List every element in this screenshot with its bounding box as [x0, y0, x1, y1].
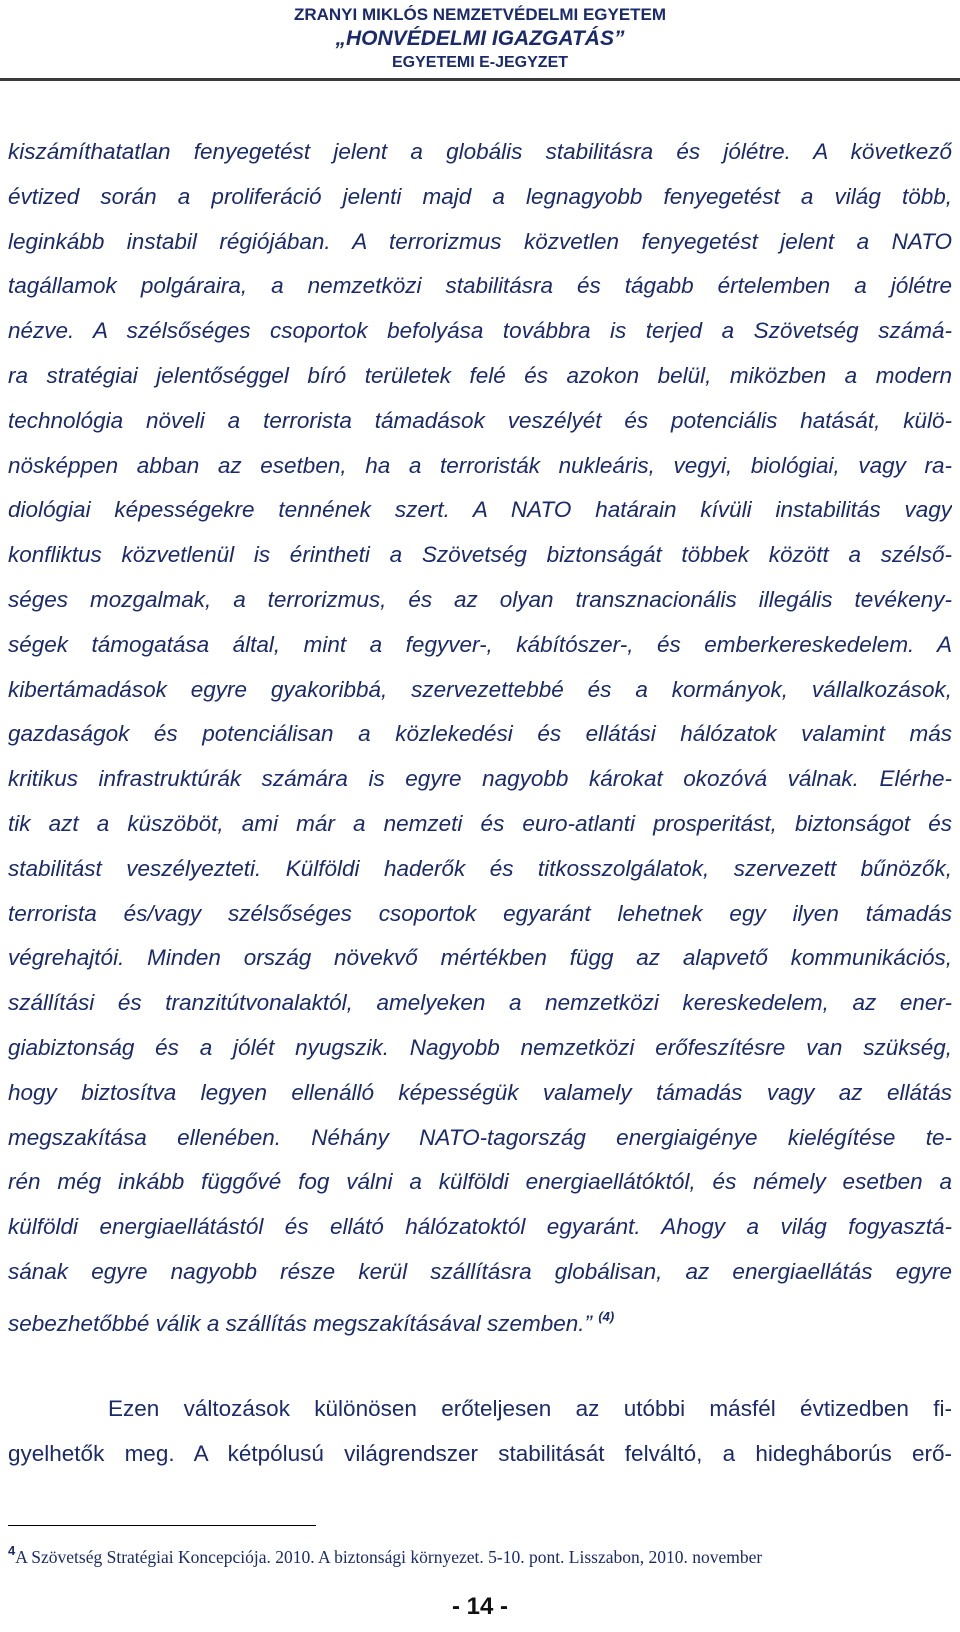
paragraph-line-text: kiszámíthatatlan fenyegetést jelent a globális stabilitásra és jólétre. A következő: [8, 139, 952, 164]
paragraph-line-text: gazdaságok és potenciálisan a közlekedési és ellátási hálózatok valamint más: [8, 721, 952, 747]
paragraph-line-text: nösképpen abban az esetben, ha a terroristák nukleáris, vegyi, biológiai, vagy ra-: [8, 452, 952, 478]
header-doc-type: EGYETEMI E-JEGYZET: [391, 54, 569, 71]
paragraph-line-text: tik azt a küszöböt, ami már a nemzeti és euro-atlanti prosperitást, biztonságot és: [8, 810, 952, 836]
paragraph-line-text: rén még inkább függővé fog válni a külföldi energiaellátóktól, és némely esetben a: [8, 1169, 952, 1195]
quoted-paragraph: [8, 130, 952, 1340]
paragraph-line: [8, 981, 952, 1026]
paragraph-line-text: ra stratégiai jelentőséggel bíró területek felé és azokon belül, miközben a modern: [8, 362, 952, 388]
paragraph-line: [8, 847, 952, 892]
paragraph-line-text: kritikus infrastruktúrák számára is egyre nagyobb károkat okozóvá válnak. Elérhe-: [8, 766, 952, 792]
paragraph-line: [8, 220, 952, 265]
paragraph-line-text: évtized során a proliferáció jelenti majd a legnagyobb fenyegetést a világ több,: [8, 183, 952, 209]
paragraph-line: [8, 264, 952, 309]
paragraph-line: [8, 533, 952, 578]
paragraph-line-text: giabiztonság és a jólét nyugszik. Nagyobb nemzetközi erőfeszítésre van szükség,: [8, 1034, 952, 1060]
paragraph-line: [8, 1116, 952, 1161]
paragraph-line-text: hogy biztosítva legyen ellenálló képességük valamely támadás vagy az ellátás: [8, 1079, 952, 1105]
paragraph-line-text: diológiai képességekre tennének szert. A NATO határain kívüli instabilitás vagy: [8, 497, 952, 523]
paragraph-line-text: ségek támogatása által, mint a fegyver-, kábítószer-, és emberkereskedelem. A: [8, 631, 952, 657]
paragraph-line-text: végrehajtói. Minden ország növekvő mértékben függ az alapvető kommunikációs,: [8, 945, 952, 971]
paragraph-line-text: megszakítása ellenében. Néhány NATO-tagország energiaigénye kielégítése te-: [8, 1124, 952, 1150]
footnote-rule: [8, 1525, 316, 1526]
paragraph-line-text: konfliktus közvetlenül is érintheti a Szövetség biztonságát többek között a szélső-: [8, 542, 952, 568]
paragraph-line: [8, 309, 952, 354]
paragraph-line: [8, 1071, 952, 1116]
paragraph-line: [8, 130, 952, 175]
paragraph-2-line-1: Ezen változások különösen erőteljesen az utóbbi másfél évtizedben fi-: [108, 1396, 952, 1421]
paragraph-line: [8, 892, 952, 937]
paragraph-line-text: stabilitást veszélyezteti. Külföldi haderők és titkosszolgálatok, szervezett bűnözők,: [8, 855, 952, 881]
paragraph-line-text: szállítási és tranzitútvonalaktól, amelyeken a nemzetközi kereskedelem, az ener-: [8, 990, 952, 1016]
paragraph-line-text: kibertámadások egyre gyakoribbá, szervezettebbé és a kormányok, vállalkozások,: [8, 676, 952, 702]
footnote-number: 4: [8, 1543, 16, 1558]
paragraph-line: [8, 757, 952, 802]
footnote-text: A Szövetség Stratégiai Koncepciója. 2010. A biztonsági környezet. 5-10. pont. Lisszabon, 2010. november: [15, 1547, 763, 1567]
paragraph-line: [8, 578, 952, 623]
paragraph-line: [8, 712, 952, 757]
paragraph-line: [8, 802, 952, 847]
footnote: [8, 1543, 952, 1568]
paragraph-line: [8, 1160, 952, 1205]
paragraph-line: [8, 1205, 952, 1250]
header-university: ZRANYI MIKLÓS NEMZETVÉDELMI EGYETEM: [293, 5, 667, 24]
paragraph-line-text: terrorista és/vagy szélsőséges csoportok egyaránt lehetnek egy ilyen támadás: [8, 900, 952, 926]
paragraph-line: [8, 354, 952, 399]
paragraph-2-line-2: gyelhetők meg. A kétpólusú világrendszer stabilitását felváltó, a hidegháborús erő-: [8, 1440, 952, 1466]
page-header: [0, 4, 960, 74]
paragraph-line: [8, 444, 952, 489]
paragraph-line-text: sának egyre nagyobb része kerül szállításra globálisan, az energiaellátás egyre: [8, 1258, 952, 1284]
paragraph-line: [8, 936, 952, 981]
paragraph-line-last: [8, 1295, 952, 1340]
paragraph-line-text: séges mozgalmak, a terrorizmus, és az olyan transznacionális illegális tevékeny-: [8, 586, 952, 612]
footnote-reference: (4): [598, 1308, 615, 1324]
paragraph-line-text: leginkább instabil régiójában. A terrorizmus közvetlen fenyegetést jelent a NATO: [8, 228, 952, 254]
last-line-text: sebezhetőbbé válik a szállítás megszakításával szemben.”: [8, 1310, 593, 1336]
paragraph-line: [8, 623, 952, 668]
paragraph-line-text: külföldi energiaellátástól és ellátó hálózatoktól egyaránt. Ahogy a világ fogyasztá-: [8, 1214, 952, 1240]
page-number: - 14 -: [451, 1593, 508, 1620]
paragraph-line-text: tagállamok polgáraira, a nemzetközi stabilitásra és tágabb értelemben a jólétre: [8, 273, 952, 299]
paragraph-line: [8, 668, 952, 713]
paragraph-line: [8, 1026, 952, 1071]
paragraph-line: [8, 488, 952, 533]
paragraph-line-text: technológia növeli a terrorista támadások veszélyét és potenciális hatását, külö-: [8, 407, 952, 433]
header-rule: [0, 78, 960, 81]
paragraph-line: [8, 399, 952, 444]
paragraph-line: [8, 175, 952, 220]
header-course-title: „HONVÉDELMI IGAZGATÁS”: [335, 27, 625, 50]
paragraph-line-text: nézve. A szélsőséges csoportok befolyása továbbra is terjed a Szövetség számá-: [8, 318, 952, 344]
paragraph-2: [8, 1387, 952, 1477]
paragraph-line: [8, 1250, 952, 1295]
